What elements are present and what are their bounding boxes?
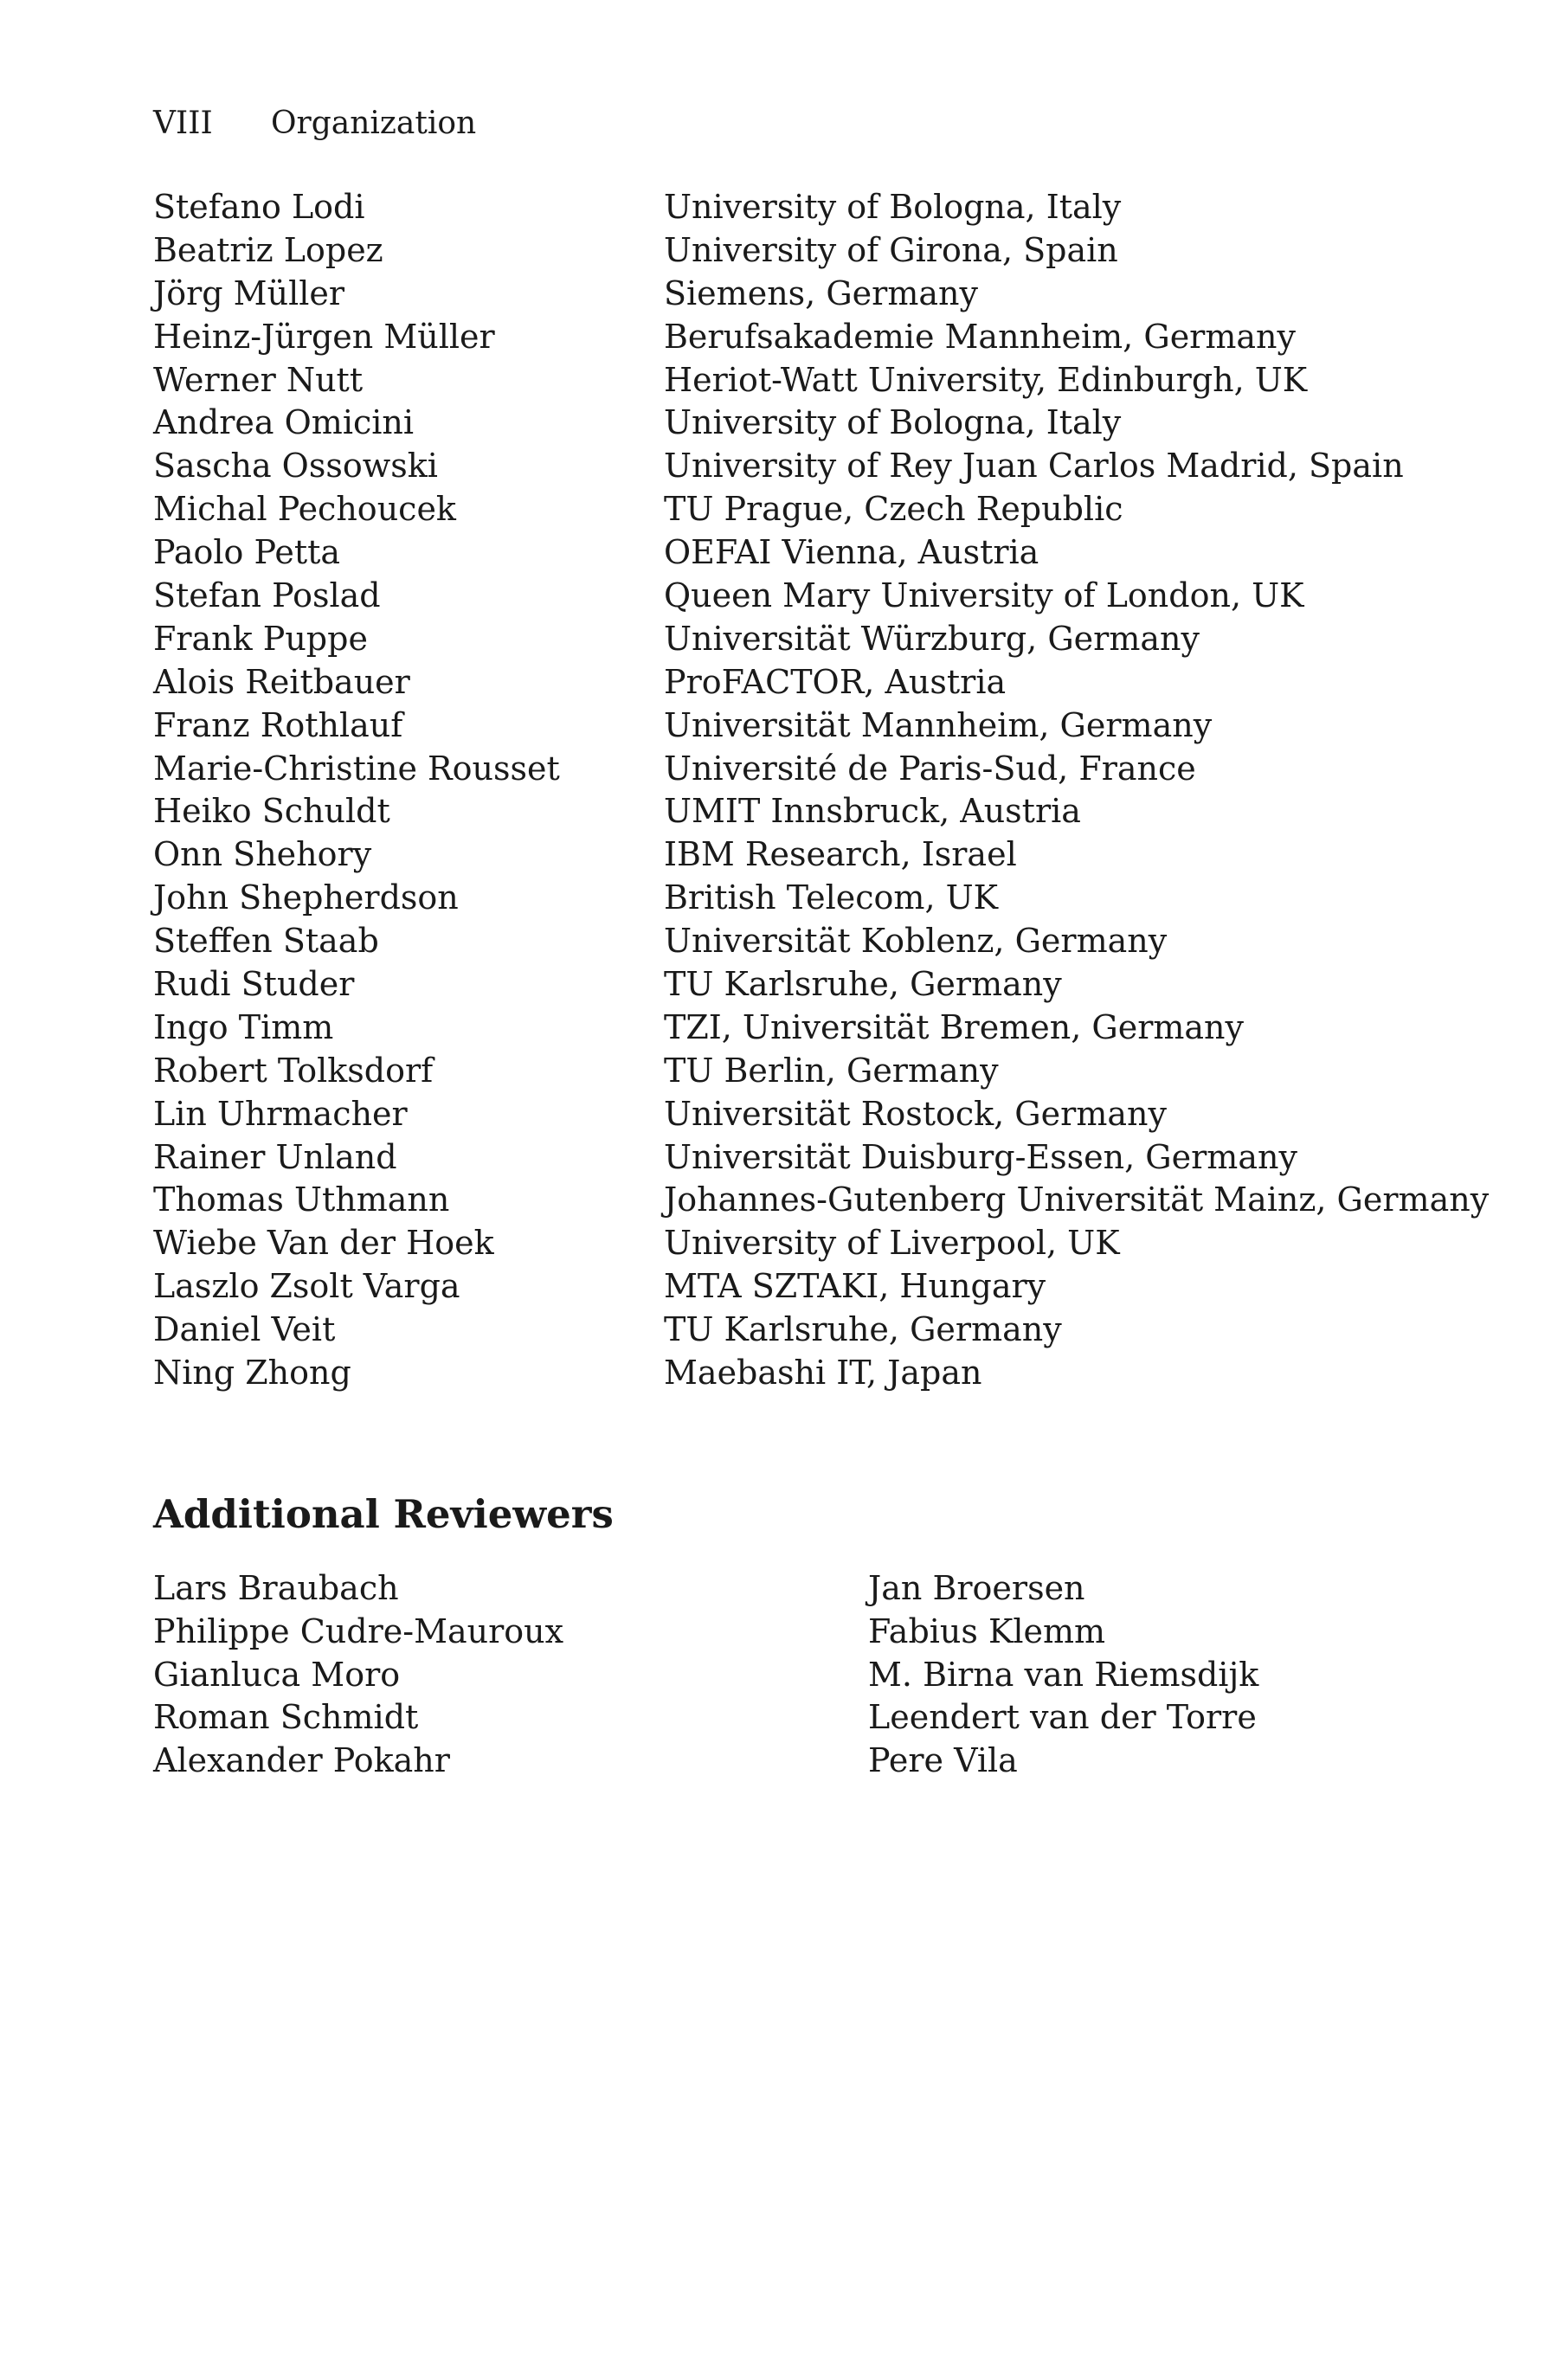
member-name: Daniel Veit [153,1310,336,1349]
reviewer-name: Philippe Cudre-Mauroux [153,1611,564,1650]
member-affiliation: Universität Würzburg, Germany [664,619,1200,658]
reviewer-name: Leendert van der Torre [868,1698,1257,1737]
member-affiliation: IBM Research, Israel [664,835,1017,874]
member-row [153,228,1451,272]
member-name: John Shepherdson [153,878,459,917]
member-row [153,660,1451,704]
member-affiliation: TU Karlsruhe, Germany [664,965,1062,1004]
reviewer-name: Pere Vila [868,1741,1018,1780]
member-row [153,358,1451,402]
member-name: Steffen Staab [153,922,379,961]
member-row [153,1351,1451,1394]
member-row [153,1221,1451,1264]
member-affiliation: OEFAI Vienna, Austria [664,533,1039,572]
member-row [153,833,1451,876]
member-affiliation: Universität Mannheim, Germany [664,705,1213,744]
member-row [153,315,1451,358]
member-affiliation: Universität Rostock, Germany [664,1094,1167,1133]
member-name: Stefano Lodi [153,188,365,226]
running-head-section: Organization [271,106,477,141]
member-affiliation: Maebashi IT, Japan [664,1354,982,1393]
reviewers-right-column [868,1566,1258,1782]
member-affiliation: Universität Duisburg-Essen, Germany [664,1137,1297,1176]
member-row [153,1178,1490,1221]
member-row [153,444,1451,487]
member-name: Andrea Omicini [153,403,415,442]
reviewers-left-column [153,1566,563,1782]
member-row [153,272,1451,315]
member-affiliation: Johannes-Gutenberg Universität Mainz, Germany [664,1180,1490,1219]
member-affiliation: British Telecom, UK [664,878,999,917]
member-row [153,401,1451,444]
member-row [153,747,1451,790]
member-name: Thomas Uthmann [153,1180,450,1219]
reviewer-name: Alexander Pokahr [153,1741,450,1780]
member-name: Beatriz Lopez [153,230,383,269]
running-head [153,102,476,145]
member-row [153,1264,1451,1308]
reviewer-name: Fabius Klemm [868,1611,1106,1650]
member-name: Marie-Christine Rousset [153,749,560,788]
member-affiliation: Université de Paris-Sud, France [664,749,1196,788]
member-affiliation: University of Bologna, Italy [664,403,1122,442]
member-row [153,919,1451,962]
member-name: Laszlo Zsolt Varga [153,1267,460,1306]
reviewer-name: M. Birna van Riemsdijk [868,1655,1259,1694]
member-affiliation: UMIT Innsbruck, Austria [664,792,1081,831]
reviewer-name: Jan Broersen [868,1569,1085,1607]
member-name: Werner Nutt [153,360,364,399]
member-row [153,1135,1451,1179]
member-row [153,1308,1451,1351]
member-affiliation: Heriot-Watt University, Edinburgh, UK [664,360,1308,399]
member-name: Paolo Petta [153,533,341,572]
reviewer-name: Roman Schmidt [153,1698,419,1737]
reviewer-name: Lars Braubach [153,1569,399,1607]
member-name: Ning Zhong [153,1354,351,1393]
member-row [153,185,1451,228]
member-row [153,1092,1451,1135]
member-name: Sascha Ossowski [153,447,438,486]
committee-member-list [153,185,1490,1394]
member-affiliation: Universität Koblenz, Germany [664,922,1168,961]
member-affiliation: University of Girona, Spain [664,230,1118,269]
member-row [153,617,1451,660]
member-row [153,1006,1451,1049]
member-affiliation: Queen Mary University of London, UK [664,576,1304,615]
member-row [153,531,1451,574]
member-affiliation: TU Karlsruhe, Germany [664,1310,1062,1349]
member-row [153,704,1451,747]
member-affiliation: Berufsakademie Mannheim, Germany [664,317,1296,356]
member-name: Lin Uhrmacher [153,1094,408,1133]
member-affiliation: University of Bologna, Italy [664,188,1122,226]
member-affiliation: MTA SZTAKI, Hungary [664,1267,1046,1306]
member-name: Onn Shehory [153,835,372,874]
member-name: Frank Puppe [153,619,368,658]
member-name: Franz Rothlauf [153,705,403,744]
member-row [153,962,1451,1006]
member-affiliation: University of Rey Juan Carlos Madrid, Spain [664,447,1404,486]
member-affiliation: ProFACTOR, Austria [664,662,1007,701]
member-affiliation: Siemens, Germany [664,273,978,312]
member-row [153,1049,1451,1092]
member-name: Jörg Müller [153,273,345,312]
member-name: Heiko Schuldt [153,792,390,831]
member-name: Wiebe Van der Hoek [153,1224,494,1263]
member-name: Alois Reitbauer [153,662,410,701]
additional-reviewers-heading: Additional Reviewers [153,1491,614,1537]
member-name: Heinz-Jürgen Müller [153,317,495,356]
member-row [153,487,1451,531]
member-name: Stefan Poslad [153,576,381,615]
member-row [153,876,1451,919]
member-affiliation: TZI, Universität Bremen, Germany [664,1007,1244,1046]
member-name: Michal Pechoucek [153,490,456,529]
member-name: Robert Tolksdorf [153,1051,434,1090]
member-name: Rainer Unland [153,1137,397,1176]
member-name: Rudi Studer [153,965,355,1004]
reviewer-name: Gianluca Moro [153,1655,401,1694]
member-row [153,789,1451,833]
member-affiliation: TU Prague, Czech Republic [664,490,1123,529]
member-row [153,574,1451,617]
member-affiliation: TU Berlin, Germany [664,1051,999,1090]
member-name: Ingo Timm [153,1007,334,1046]
member-affiliation: University of Liverpool, UK [664,1224,1120,1263]
page-number: VIII [153,106,213,141]
